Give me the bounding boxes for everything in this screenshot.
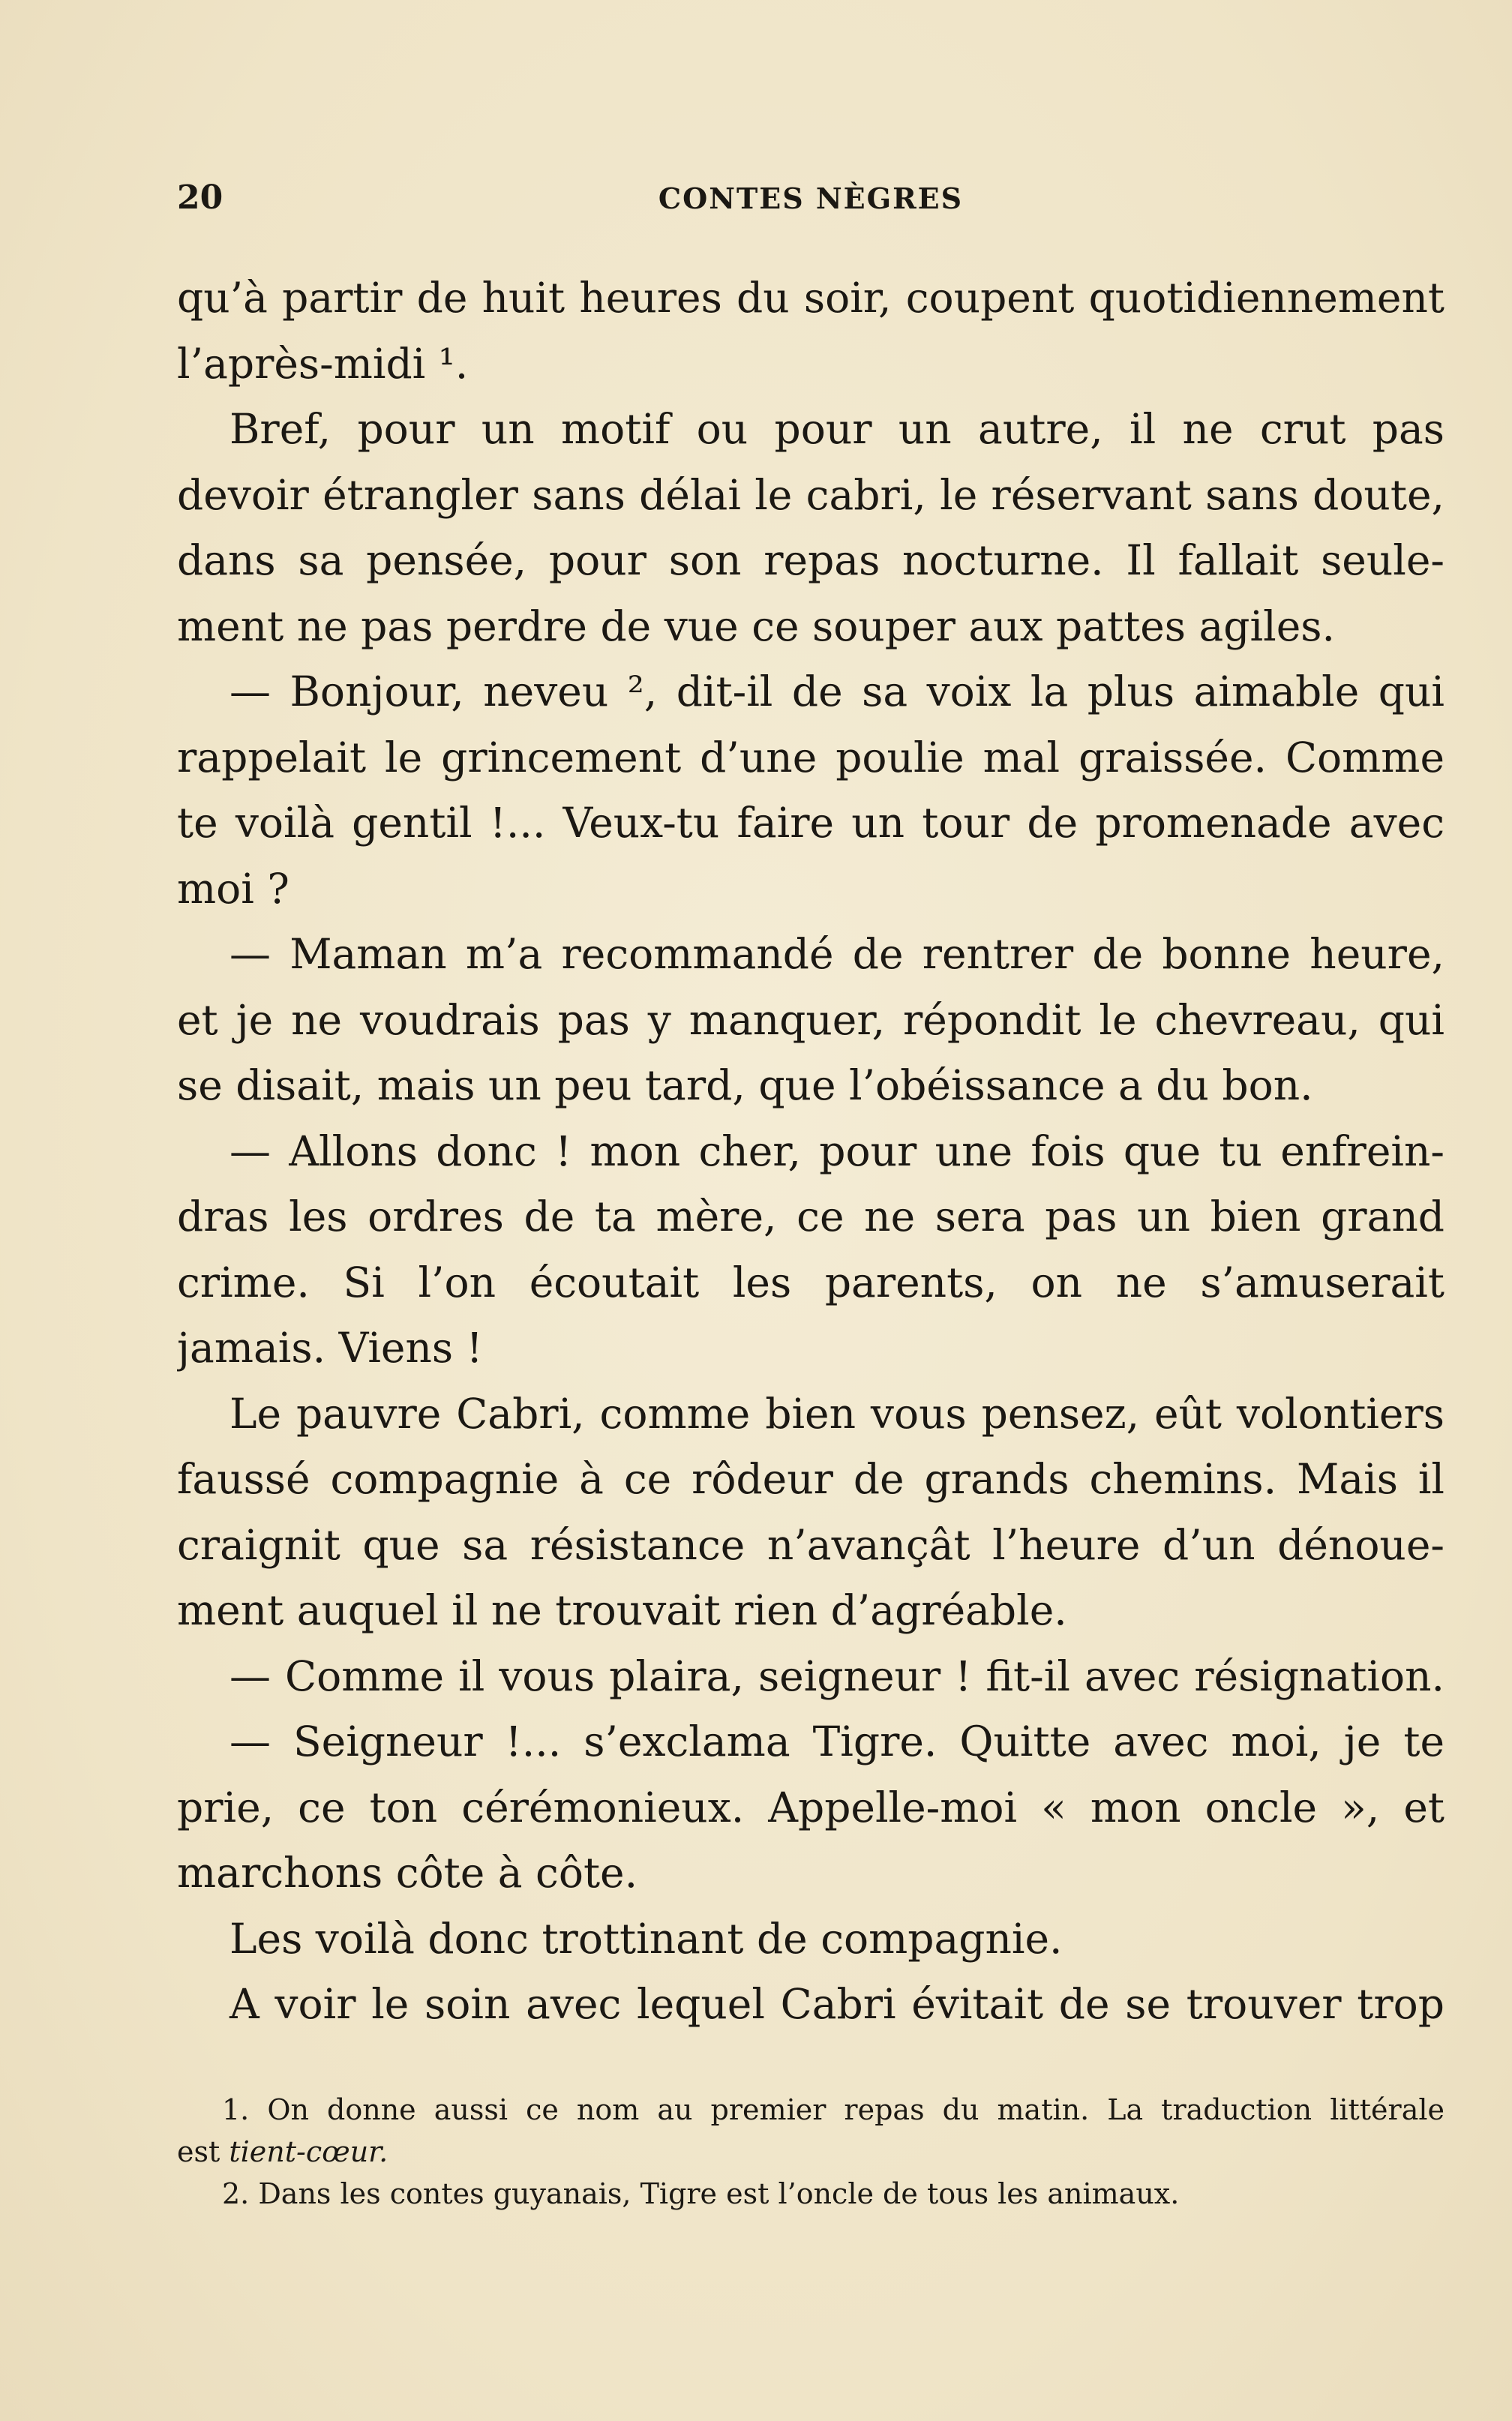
footnote-1-line-2 — [177, 2131, 1444, 2173]
running-title: CONTES NÈGRES — [658, 182, 964, 215]
footnote-1-line-1: 1. On donne aussi ce nom au premier repas du matin. La traduction littérale — [222, 2093, 1444, 2126]
text-line: — Comme il vous plaira, seigneur ! fit-il avec résignation. — [230, 1652, 1444, 1700]
text-line: devoir étrangler sans délai le cabri, le réservant sans doute, — [177, 470, 1444, 519]
text-line: dans sa pensée, pour son repas nocturne. Il fallait seule- — [177, 536, 1444, 584]
text-line: ment ne pas perdre de vue ce souper aux pattes agiles. — [177, 602, 1335, 650]
text-line: et je ne voudrais pas y manquer, répondit le chevreau, qui — [177, 995, 1444, 1044]
text-line: — Bonjour, neveu ², dit-il de sa voix la plus aimable qui — [230, 668, 1444, 716]
text-line: Les voilà donc trottinant de compagnie. — [230, 1914, 1063, 1963]
text-line: qu’à partir de huit heures du soir, coupent quotidiennement — [177, 274, 1444, 322]
text-line: Bref, pour un motif ou pour un autre, il ne crut pas — [230, 405, 1444, 453]
text-line: prie, ce ton cérémonieux. Appelle-moi « mon oncle », et — [177, 1783, 1444, 1832]
text-line: l’après-midi ¹. — [177, 339, 469, 388]
body-text — [177, 266, 1444, 2038]
text-line: ment auquel il ne trouvait rien d’agréable. — [177, 1586, 1067, 1634]
text-line: se disait, mais un peu tard, que l’obéissance a du bon. — [177, 1061, 1313, 1109]
page-header — [177, 178, 1444, 224]
text-line: A voir le soin avec lequel Cabri évitait de se trouver trop — [230, 1980, 1444, 2028]
text-line: moi ? — [177, 864, 290, 913]
text-line: jamais. Viens ! — [177, 1324, 483, 1372]
page-number: 20 — [177, 178, 224, 217]
footnote-2: 2. Dans les contes guyanais, Tigre est l’oncle de tous les animaux. — [222, 2177, 1180, 2210]
text-line: faussé compagnie à ce rôdeur de grands chemins. Mais il — [177, 1455, 1444, 1503]
text-line: craignit que sa résistance n’avançât l’heure d’un dénoue- — [177, 1520, 1444, 1569]
text-line: te voilà gentil !... Veux-tu faire un tour de promenade avec — [177, 799, 1444, 847]
text-line: — Seigneur !... s’exclama Tigre. Quitte avec moi, je te — [230, 1718, 1444, 1766]
footnote-1-prefix: est — [177, 2135, 230, 2168]
footnote-1-italic-term: tient-cœur. — [229, 2135, 388, 2168]
text-line: rappelait le grincement d’une poulie mal graissée. Comme — [177, 733, 1444, 782]
text-line: marchons côte à côte. — [177, 1849, 638, 1897]
text-line: dras les ordres de ta mère, ce ne sera pas un bien grand — [177, 1192, 1444, 1240]
text-line: crime. Si l’on écoutait les parents, on ne s’amuserait — [177, 1258, 1444, 1306]
text-line: Le pauvre Cabri, comme bien vous pensez, eût volontiers — [230, 1389, 1444, 1438]
footnotes — [177, 2089, 1444, 2215]
text-line: — Allons donc ! mon cher, pour une fois que tu enfrein- — [230, 1126, 1444, 1175]
text-line: — Maman m’a recommandé de rentrer de bonne heure, — [230, 930, 1444, 978]
